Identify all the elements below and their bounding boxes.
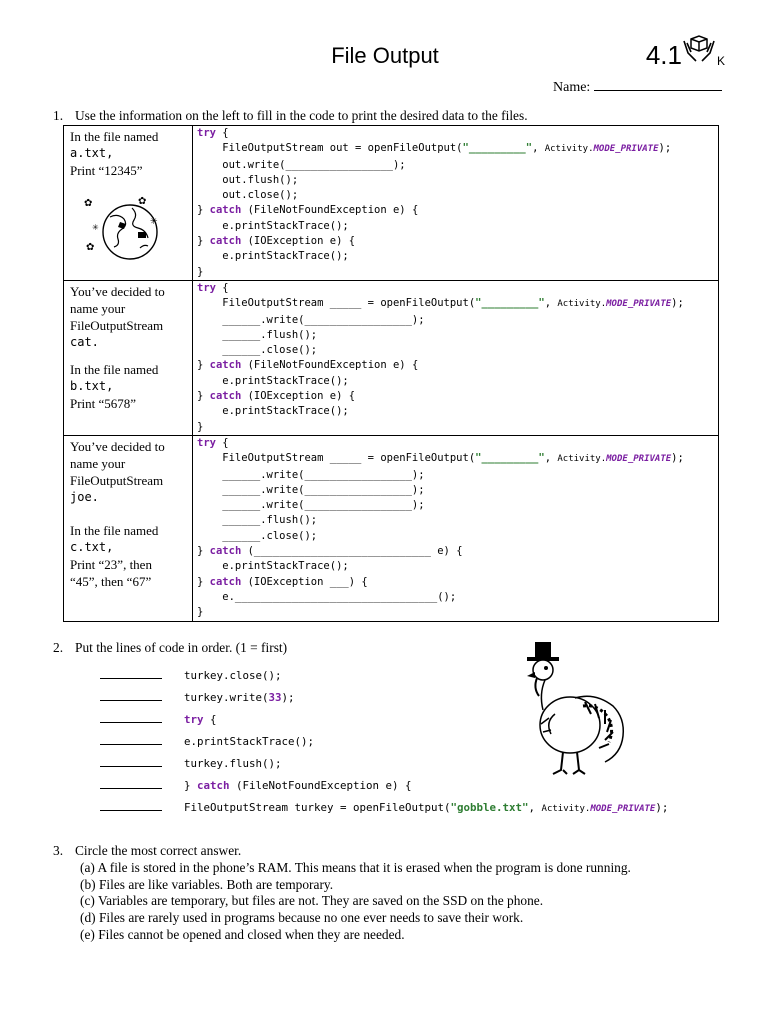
instruction-line: You’ve decided to: [70, 438, 165, 454]
order-line-2[interactable]: [100, 690, 295, 704]
choice-e[interactable]: (e) Files cannot be opened and closed when they are needed.: [80, 927, 405, 942]
instruction-line: cat.: [70, 334, 99, 349]
choice-a[interactable]: (a) A file is stored in the phone’s RAM. This means that it is erased when the program is done running.: [80, 860, 631, 875]
question-2: [53, 640, 287, 656]
instruction-line: You’ve decided to: [70, 283, 165, 299]
question-2-prompt: Put the lines of code in order. (1 = first): [75, 640, 288, 655]
order-line-5[interactable]: [100, 756, 282, 770]
exercise-2-code[interactable]: try { FileOutputStream _____ = openFileOutput("_________", Activity.MODE_PRIVATE); ______.write(_________________); ______.flush(); ______.close(); } catch (FileNotFoundException e) { e.printStackTrace(); } catch (IOException e) { e.printStackTrace(); }: [193, 280, 719, 435]
name-label: Name:: [553, 80, 591, 95]
order-blank[interactable]: [100, 734, 162, 745]
instruction-line: “45”, then “67”: [70, 573, 152, 589]
instruction-line: b.txt,: [70, 378, 114, 393]
order-code: e.printStackTrace();: [184, 735, 315, 748]
hands-holding-cube-icon: [682, 35, 716, 65]
exercise-3-instructions: [64, 435, 193, 621]
order-code: } catch (FileNotFoundException e) {: [184, 779, 412, 792]
exercise-row-2: [64, 280, 719, 435]
instruction-line: In the file named: [70, 361, 159, 377]
order-blank[interactable]: [100, 668, 162, 679]
globe-with-stars-icon: [80, 192, 172, 264]
instruction-line: In the file named: [70, 522, 159, 538]
instruction-line: Print “12345”: [70, 163, 143, 178]
name-field[interactable]: [553, 78, 722, 96]
order-code: FileOutputStream turkey = openFileOutput("gobble.txt", Activity.MODE_PRIVATE);: [184, 801, 669, 814]
instruction-line: name your: [70, 300, 126, 316]
question-3: [53, 843, 241, 859]
question-3-prompt: Circle the most correct answer.: [75, 843, 242, 858]
instruction-line: joe.: [70, 489, 99, 504]
order-line-7[interactable]: [100, 800, 668, 814]
order-code: turkey.close();: [184, 669, 282, 682]
instruction-line: name your: [70, 455, 126, 471]
svg-text:✿: ✿: [138, 196, 147, 207]
svg-text:✳: ✳: [92, 223, 99, 232]
choice-d[interactable]: (d) Files are rarely used in programs because no one ever needs to save their work.: [80, 910, 524, 925]
order-blank[interactable]: [100, 800, 162, 811]
instruction-line: In the file named: [70, 129, 159, 144]
question-3-number: 3.: [53, 843, 64, 858]
lesson-code: 4.1: [645, 40, 682, 70]
instruction-line: Print “5678”: [70, 395, 137, 411]
question-1: [53, 108, 528, 124]
lesson-code-suffix: K: [717, 54, 726, 68]
question-1-number: 1.: [53, 108, 64, 123]
svg-text:✿: ✿: [86, 242, 95, 253]
question-2-number: 2.: [53, 640, 64, 655]
order-blank[interactable]: [100, 778, 162, 789]
order-blank[interactable]: [100, 756, 162, 767]
svg-text:✳: ✳: [150, 217, 158, 227]
name-blank[interactable]: [594, 78, 722, 91]
exercise-3-code[interactable]: try { FileOutputStream _____ = openFileOutput("_________", Activity.MODE_PRIVATE); ______.write(_________________); ______.write(_________________); ______.write(_________________); ______.flush(); ______.close(); } catch (____________________________ e) { e.printStackTrace(); } catch (IOException ___) { e.________________________________(); }: [193, 435, 719, 621]
svg-text:✿: ✿: [84, 198, 93, 209]
order-blank[interactable]: [100, 690, 162, 701]
order-code: turkey.write(33);: [184, 691, 295, 704]
instruction-line: c.txt,: [70, 539, 114, 554]
choice-c[interactable]: (c) Variables are temporary, but files are not. They are saved on the SSD on the phone.: [80, 893, 544, 908]
turkey-with-pilgrim-hat-icon: [515, 640, 635, 780]
order-line-4[interactable]: [100, 734, 314, 748]
order-blank[interactable]: [100, 712, 162, 723]
order-line-6[interactable]: [100, 778, 412, 792]
question-1-prompt: Use the information on the left to fill in the code to print the desired data to the files.: [75, 108, 528, 123]
order-code: try {: [184, 713, 217, 726]
exercise-row-3: [64, 435, 719, 621]
order-line-1[interactable]: [100, 668, 282, 682]
exercise-2-instructions: [64, 280, 193, 435]
instruction-line: FileOutputStream: [70, 472, 164, 488]
instruction-line: a.txt,: [70, 146, 114, 160]
order-code: turkey.flush();: [184, 757, 282, 770]
order-line-3[interactable]: [100, 712, 217, 726]
exercise-1-code[interactable]: try { FileOutputStream out = openFileOutput("_________", Activity.MODE_PRIVATE); out.write(_________________); out.flush(); out.close(); } catch (FileNotFoundException e) { e.printStackTrace(); } catch (IOException e) { e.printStackTrace(); }: [193, 126, 719, 281]
instruction-line: Print “23”, then: [70, 556, 152, 572]
page-title: File Output: [331, 43, 439, 68]
instruction-line: FileOutputStream: [70, 317, 164, 333]
choice-b[interactable]: (b) Files are like variables. Both are temporary.: [80, 877, 334, 892]
